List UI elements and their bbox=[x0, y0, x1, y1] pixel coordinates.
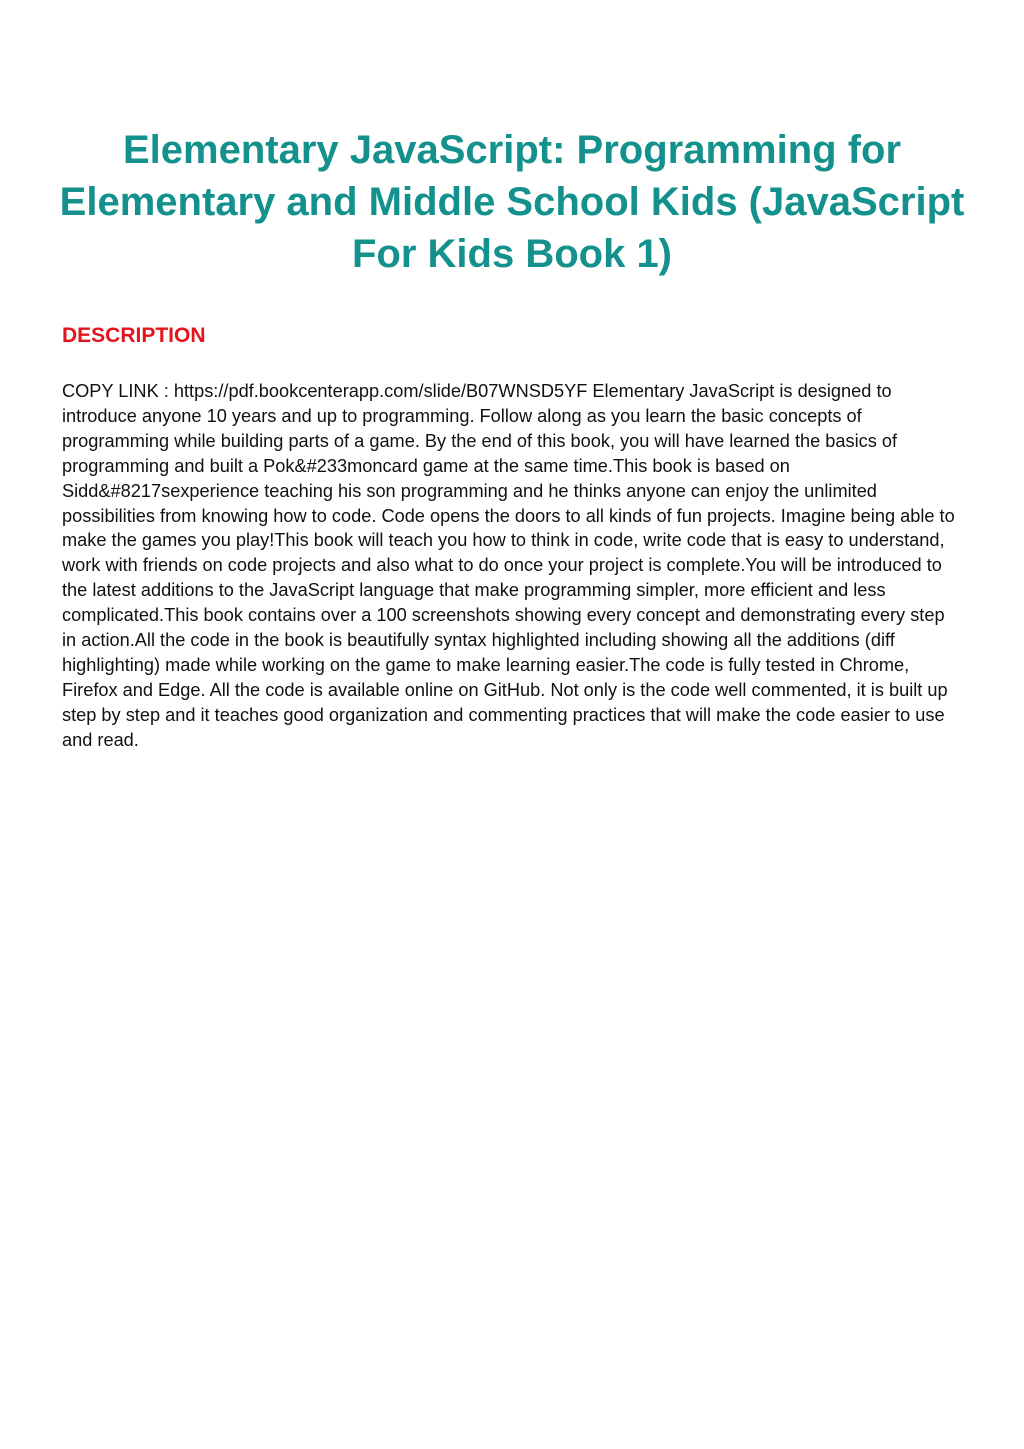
description-text: COPY LINK : https://pdf.bookcenterapp.com/slide/B07WNSD5YF Elementary JavaScript is designed to introduce anyone 10 years and up to programming. Follow along as you learn the basic concepts of programming while building parts of a game. By the end of this book, you will have learned the basics of programming and built a Pok&#233moncard game at the same time.This book is based on Sidd&#8217sexperience teaching his son programming and he thinks anyone can enjoy the unlimited possibilities from knowing how to code. Code opens the doors to all kinds of fun projects. Imagine being able to make the games you play!This book will teach you how to think in code, write code that is easy to understand, work with friends on code projects and also what to do once your project is complete.You will be introduced to the latest additions to the JavaScript language that make programming simpler, more efficient and less complicated.This book contains over a 100 screenshots showing every concept and demonstrating every step in action.All the code in the book is beautifully syntax highlighted including showing all the additions (diff highlighting) made while working on the game to make learning easier.The code is fully tested in Chrome, Firefox and Edge. All the code is available online on GitHub. Not only is the code well commented, it is built up step by step and it teaches good organization and commenting practices that will make the code easier to use and read. bbox=[62, 381, 955, 750]
description-heading: DESCRIPTION bbox=[62, 324, 206, 347]
page-title: Elementary JavaScript: Programming for Elementary and Middle School Kids (JavaScript For Kids Book 1) bbox=[59, 128, 965, 276]
